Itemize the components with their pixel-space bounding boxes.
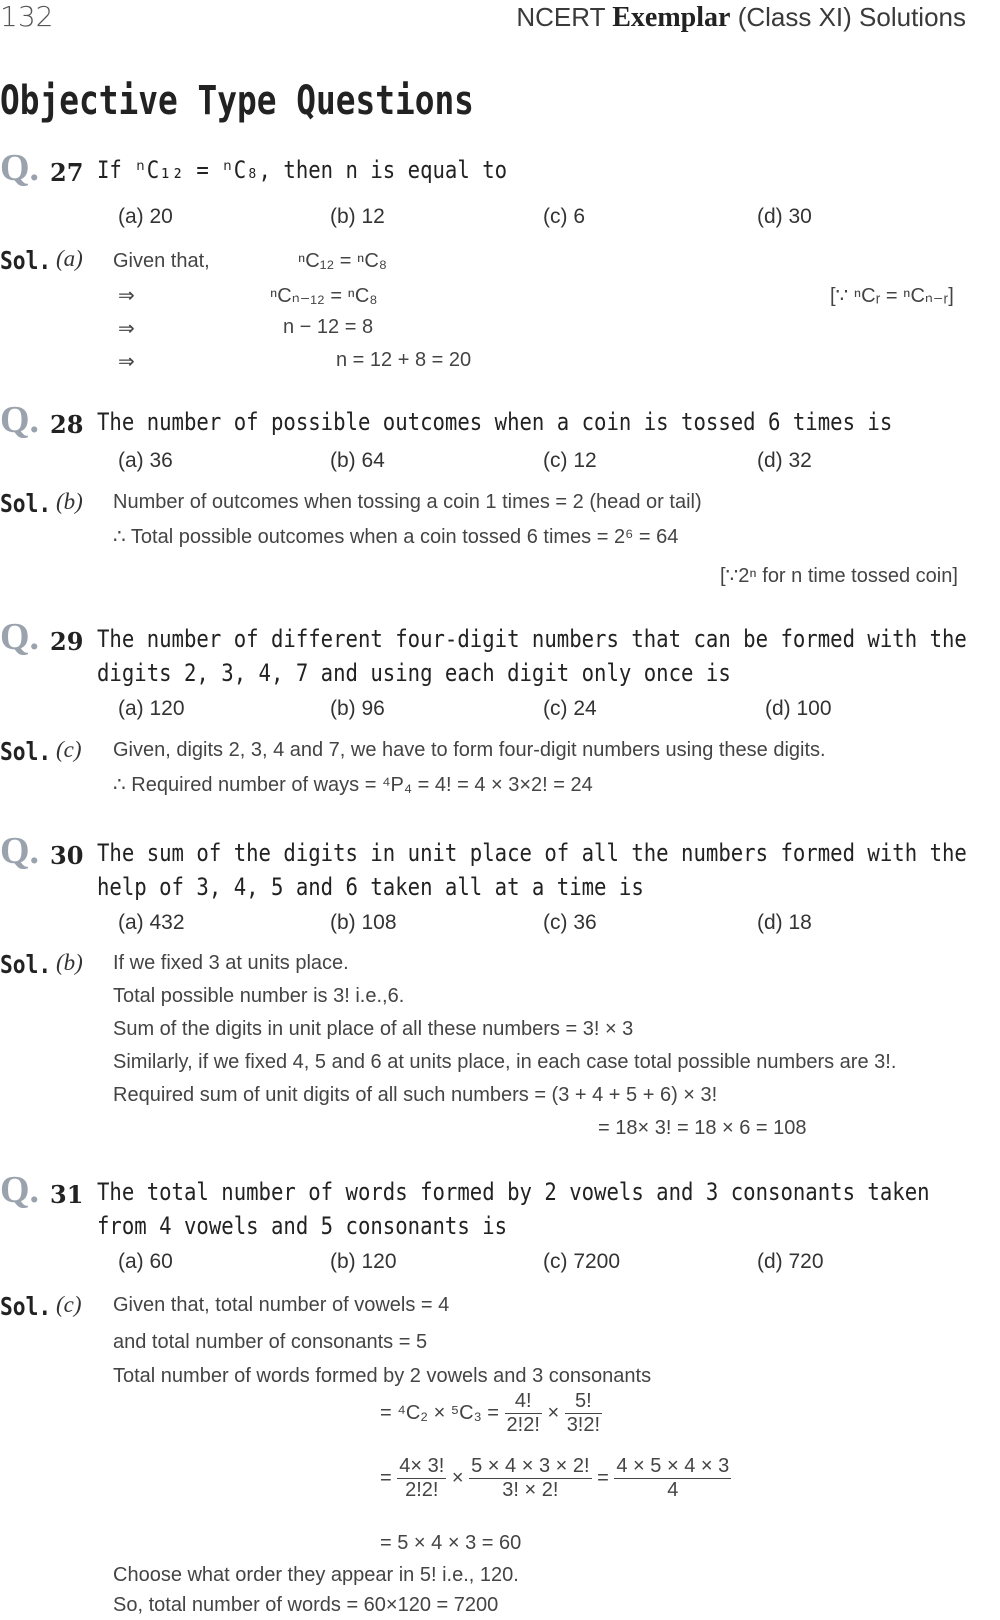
option-c: (c) 24 [543, 697, 597, 720]
option-c: (c) 36 [543, 911, 597, 934]
fraction [614, 1455, 731, 1502]
times-sign: × [451, 1466, 464, 1489]
q-mark: Q. [0, 616, 40, 658]
q-text: The sum of the digits in unit place of all the numbers formed with the [97, 839, 967, 867]
reason-note: [∵ ⁿCᵣ = ⁿCₙ₋ᵣ] [830, 285, 954, 307]
q-number: 30 [50, 841, 84, 870]
denominator: 2!2! [506, 1414, 540, 1436]
eq-prefix: = [380, 1466, 392, 1489]
option-b: (b) 96 [330, 697, 385, 720]
answer-letter: (c) [56, 737, 82, 762]
q-number: 28 [50, 410, 84, 439]
denominator: 2!2! [405, 1479, 439, 1501]
numerator: 4× 3! [399, 1455, 445, 1477]
sol-text: Sum of the digits in unit place of all these numbers = 3! × 3 [113, 1018, 634, 1040]
times-sign: × [547, 1401, 560, 1424]
running-header [516, 2, 966, 34]
answer-letter: (b) [56, 950, 83, 975]
option-c: (c) 6 [543, 205, 585, 228]
eq-prefix: = ⁴C₂ × ⁵C₃ = [380, 1401, 499, 1424]
sol-text: So, total number of words = 60×120 = 7200 [113, 1594, 499, 1616]
math-line: n − 12 = 8 [283, 316, 374, 338]
implies-symbol: ⇒ [118, 351, 135, 373]
option-d: (d) 32 [757, 449, 812, 472]
numerator: 5! [565, 1390, 602, 1414]
equation-2 [380, 1455, 731, 1502]
fraction [469, 1455, 591, 1502]
q-mark: Q. [0, 1169, 40, 1211]
numerator: 4! [505, 1390, 542, 1414]
option-b: (b) 108 [330, 911, 397, 934]
q-mark: Q. [0, 830, 40, 872]
sol-label: Sol. [0, 737, 52, 766]
sol-label: Sol. [0, 1292, 52, 1321]
sol-text: Similarly, if we fixed 4, 5 and 6 at units place, in each case total possible numbers are 3!. [113, 1051, 897, 1073]
denominator: 4 [667, 1479, 679, 1501]
q-text: The number of different four-digit numbers that can be formed with the [97, 625, 967, 653]
book-bold: Exemplar [612, 2, 731, 33]
sol-label: Sol. [0, 246, 52, 275]
book-prefix: NCERT [516, 2, 605, 32]
reason-note: [∵2ⁿ for n time tossed coin] [720, 565, 958, 587]
sol-text: and total number of consonants = 5 [113, 1331, 428, 1353]
sol-label: Sol. [0, 489, 52, 518]
sol-text: Number of outcomes when tossing a coin 1 times = 2 (head or tail) [113, 491, 702, 513]
sol-text: If we fixed 3 at units place. [113, 952, 349, 974]
sol-text: Required sum of unit digits of all such numbers = (3 + 4 + 5 + 6) × 3! [113, 1084, 718, 1106]
math-line: n = 12 + 8 = 20 [336, 349, 472, 371]
option-d: (d) 30 [757, 205, 812, 228]
sol-text: Given that, [113, 250, 210, 272]
book-suffix: (Class XI) Solutions [737, 2, 966, 32]
q-text: If ⁿC₁₂ = ⁿC₈, then n is equal to [97, 156, 508, 184]
q-text: from 4 vowels and 5 consonants is [97, 1212, 508, 1240]
answer-letter: (c) [56, 1292, 82, 1317]
q-text: help of 3, 4, 5 and 6 taken all at a time is [97, 873, 644, 901]
sol-text: Given, digits 2, 3, 4 and 7, we have to form four-digit numbers using these digits. [113, 739, 826, 761]
q-number: 31 [50, 1180, 84, 1209]
math-line: ⁿC₁₂ = ⁿC₈ [298, 250, 388, 272]
numerator: 4 × 5 × 4 × 3 [616, 1455, 730, 1477]
q-mark: Q. [0, 399, 40, 441]
denominator: 3!2! [566, 1414, 601, 1436]
denominator: 3! × 2! [502, 1479, 559, 1501]
fraction [565, 1390, 602, 1437]
option-b: (b) 12 [330, 205, 385, 228]
answer-letter: (b) [56, 489, 83, 514]
sol-text: Total possible number is 3! i.e.,6. [113, 985, 405, 1007]
numerator: 5 × 4 × 3 × 2! [471, 1455, 590, 1477]
section-title: Objective Type Questions [0, 78, 474, 124]
sol-text: Choose what order they appear in 5! i.e., 120. [113, 1564, 519, 1586]
sol-text: = 18× 3! = 18 × 6 = 108 [598, 1117, 807, 1139]
option-a: (a) 432 [118, 911, 185, 934]
page-number: 132 [0, 0, 54, 33]
option-a: (a) 20 [118, 205, 173, 228]
q-text: The total number of words formed by 2 vowels and 3 consonants taken [97, 1178, 930, 1206]
q-text: The number of possible outcomes when a coin is tossed 6 times is [97, 408, 893, 436]
equals-sign: = [597, 1466, 609, 1489]
q-number: 29 [50, 627, 84, 656]
sol-text: Total number of words formed by 2 vowels and 3 consonants [113, 1365, 652, 1387]
q-mark: Q. [0, 147, 40, 189]
option-c: (c) 7200 [543, 1250, 621, 1273]
sol-text: = 5 × 4 × 3 = 60 [380, 1532, 522, 1554]
option-a: (a) 36 [118, 449, 173, 472]
q-number: 27 [50, 158, 84, 187]
option-b: (b) 120 [330, 1250, 397, 1273]
answer-letter: (a) [56, 246, 83, 271]
sol-text: ∴ Total possible outcomes when a coin tossed 6 times = 2⁶ = 64 [113, 526, 679, 548]
fraction [505, 1390, 542, 1437]
implies-symbol: ⇒ [118, 285, 135, 307]
option-c: (c) 12 [543, 449, 597, 472]
sol-text: ∴ Required number of ways = ⁴P₄ = 4! = 4 × 3×2! = 24 [113, 774, 593, 796]
option-d: (d) 18 [757, 911, 812, 934]
option-a: (a) 120 [118, 697, 185, 720]
option-a: (a) 60 [118, 1250, 173, 1273]
q-text: digits 2, 3, 4, 7 and using each digit only once is [97, 659, 731, 687]
option-b: (b) 64 [330, 449, 385, 472]
math-line: ⁿCₙ₋₁₂ = ⁿC₈ [270, 285, 378, 307]
option-d: (d) 720 [757, 1250, 824, 1273]
fraction [397, 1455, 446, 1502]
implies-symbol: ⇒ [118, 318, 135, 340]
sol-label: Sol. [0, 950, 52, 979]
equation-1 [380, 1390, 602, 1437]
sol-text: Given that, total number of vowels = 4 [113, 1294, 450, 1316]
option-d: (d) 100 [765, 697, 832, 720]
